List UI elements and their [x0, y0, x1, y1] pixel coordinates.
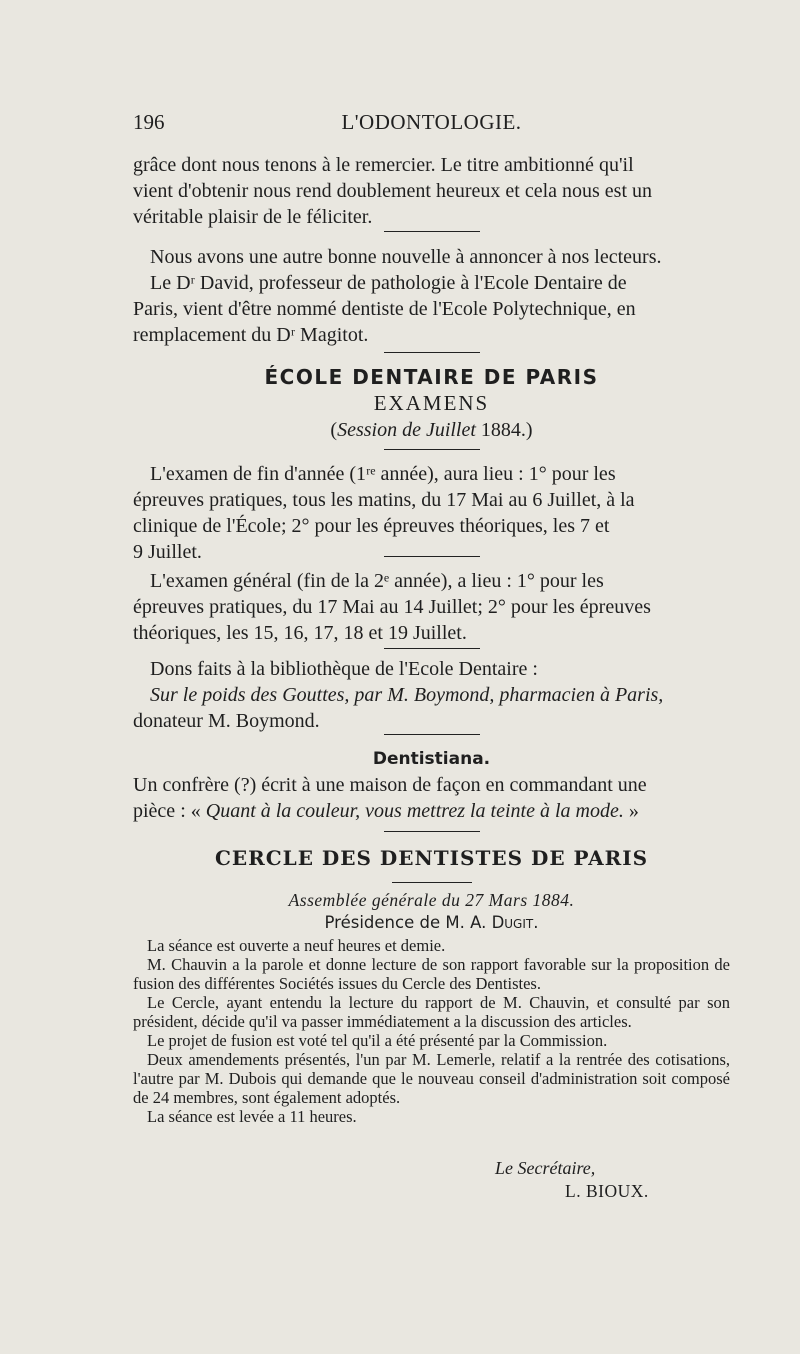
signature-name: L. BIOUX. [565, 1181, 649, 1201]
minutes-paragraph: La séance est levée a 11 heures. [147, 1107, 357, 1126]
text-line: Paris, vient d'être nommé dentiste de l'Ecole Polytechnique, en [133, 298, 636, 320]
minutes-paragraph: La séance est ouverte a neuf heures et demie. [147, 936, 446, 955]
section-title: ÉCOLE DENTAIRE DE PARIS [264, 365, 599, 389]
dentistiana-paragraph [133, 772, 730, 824]
text-line: L'examen de fin d'année (1ʳᵉ année), aura lieu : 1° pour les [150, 463, 616, 485]
ecole-heading [133, 364, 730, 444]
exam1-paragraph [133, 461, 730, 565]
divider [133, 231, 730, 232]
divider [133, 449, 730, 450]
text-line: vient d'obtenir nous rend doublement heureux et cela nous est un [133, 180, 653, 202]
text-line: Sur le poids des Gouttes, par M. Boymond, pharmacien à Paris, [150, 684, 664, 706]
divider [133, 882, 730, 883]
text-line: pièce : « Quant à la couleur, vous mettrez la teinte à la mode. » [133, 800, 639, 822]
section-subtitle: EXAMENS [373, 391, 490, 415]
text-line: Dons faits à la bibliothèque de l'Ecole Dentaire : [150, 658, 538, 680]
text-line: Un confrère (?) écrit à une maison de façon en commandant une [133, 774, 647, 796]
text-line: remplacement du Dʳ Magitot. [133, 324, 369, 346]
news-paragraph [133, 244, 730, 348]
running-head [133, 110, 730, 138]
text-line: épreuves pratiques, du 17 Mai au 14 Juillet; 2° pour les épreuves [133, 596, 651, 618]
journal-title: L'ODONTOLOGIE. [341, 110, 522, 134]
divider [133, 352, 730, 353]
text-line: Le Dʳ David, professeur de pathologie à l'Ecole Dentaire de [150, 272, 627, 294]
minutes-paragraph: Le projet de fusion est voté tel qu'il a été présenté par la Commission. [147, 1031, 608, 1050]
divider [133, 831, 730, 832]
divider [133, 648, 730, 649]
dons-paragraph [133, 656, 730, 734]
assembly-line: Assemblée générale du 27 Mars 1884. [288, 890, 575, 910]
divider [133, 734, 730, 735]
intro-paragraph [133, 152, 730, 230]
text-line: véritable plaisir de le féliciter. [133, 206, 373, 228]
text-line: théoriques, les 15, 16, 17, 18 et 19 Juillet. [133, 622, 467, 644]
session-line: (Session de Juillet 1884.) [330, 419, 533, 441]
presidence-line: Présidence de M. A. Dugit. [324, 913, 539, 932]
text-line: épreuves pratiques, tous les matins, du 17 Mai au 6 Juillet, à la [133, 489, 635, 511]
text-line: Nous avons une autre bonne nouvelle à annoncer à nos lecteurs. [150, 246, 662, 268]
cercle-title: CERCLE DES DENTISTES DE PARIS [214, 846, 649, 870]
minutes-paragraph: Deux amendements présentés, l'un par M. Lemerle, relatif a la rentrée des cotisations, l'autre par M. Dubois qui demande que le nouveau conseil d'administration soit composé de 24 membres, sont également adoptés. [133, 1050, 730, 1107]
text-line: 9 Juillet. [133, 541, 202, 563]
text-line: grâce dont nous tenons à le remercier. Le titre ambitionné qu'il [133, 154, 634, 176]
dentistiana-title: Dentistiana. [372, 749, 491, 769]
minutes-paragraph: Le Cercle, ayant entendu la lecture du rapport de M. Chauvin, et consulté par son président, décide qu'il va passer immédiatement a la discussion des articles. [133, 993, 730, 1031]
signature-role: Le Secrétaire, [495, 1158, 596, 1178]
text-line: donateur M. Boymond. [133, 710, 320, 732]
page-number: 196 [133, 110, 165, 134]
exam2-paragraph [133, 568, 730, 646]
divider [133, 556, 730, 557]
text-line: clinique de l'École; 2° pour les épreuves théoriques, les 7 et [133, 515, 610, 537]
text-line: L'examen général (fin de la 2ᵉ année), a lieu : 1° pour les [150, 570, 604, 592]
cercle-minutes [133, 936, 730, 1126]
minutes-paragraph: M. Chauvin a la parole et donne lecture de son rapport favorable sur la proposition de fusion des différentes Sociétés issues du Cercle des Dentistes. [133, 955, 730, 993]
